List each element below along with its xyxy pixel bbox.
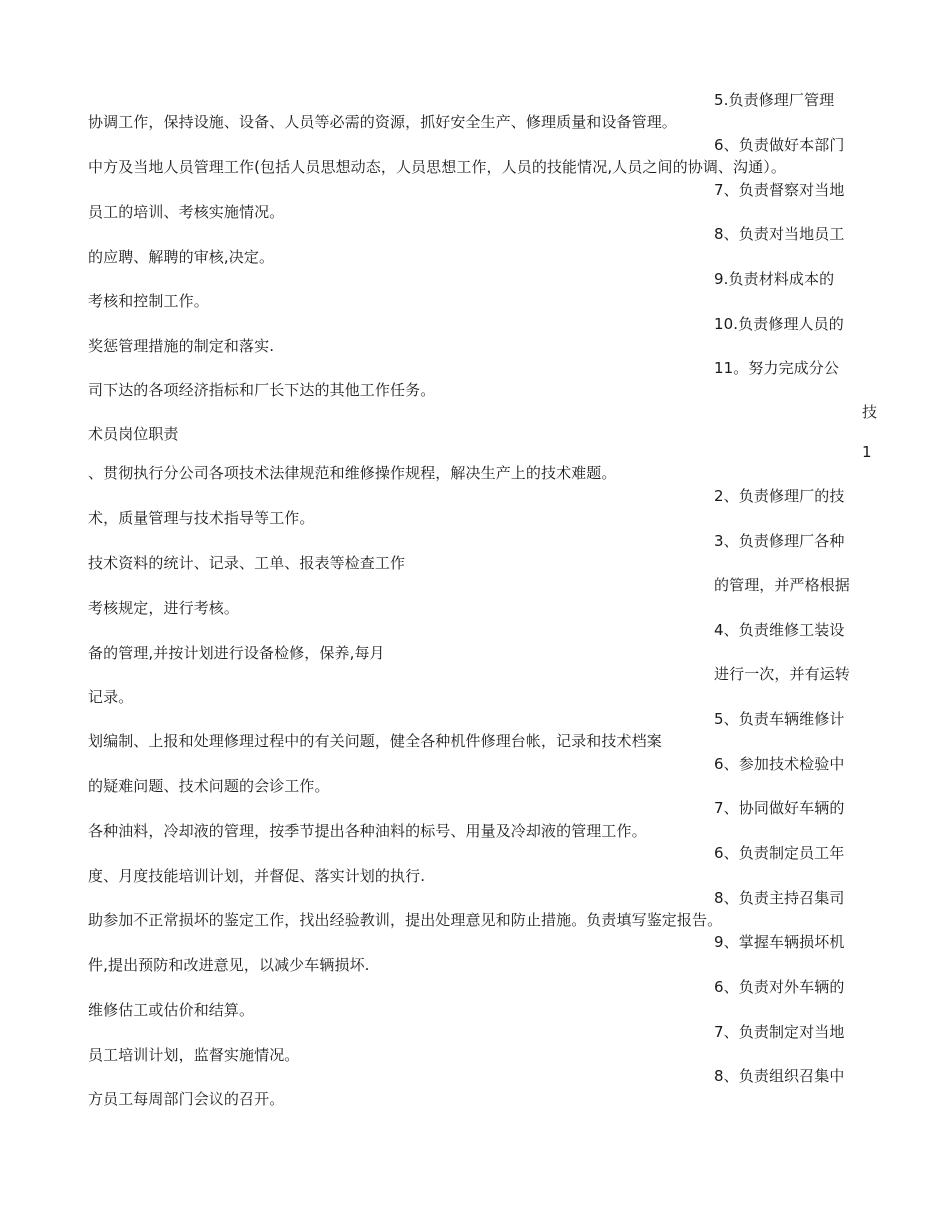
right-line-20: 9、掌握车辆损坏机: [714, 933, 845, 951]
left-line-12: 考核规定，进行考核。: [88, 599, 240, 617]
right-line-17: 7、协同做好车辆的: [714, 799, 845, 817]
left-line-10: 术，质量管理与技术指导等工作。: [88, 509, 315, 527]
left-line-7: 司下达的各项经济指标和厂长下达的其他工作任务。: [88, 381, 436, 399]
right-line-9: 1: [862, 443, 872, 461]
left-line-18: 度、月度技能培训计划，并督促、落实计划的执行.: [88, 867, 426, 885]
right-line-11: 3、负责修理厂各种: [714, 532, 845, 550]
right-line-13: 4、负责维修工装设: [714, 621, 845, 639]
left-line-2: 中方及当地人员管理工作(包括人员思想动态，人员思想工作，人员的技能情况,人员之间的协调、沟通）。: [88, 158, 786, 176]
right-line-8: 技: [862, 403, 878, 421]
right-line-12: 的管理，并严格根据: [714, 576, 850, 594]
right-line-2: 6、负责做好本部门: [714, 136, 845, 154]
right-line-15: 5、负责车辆维修计: [714, 710, 845, 728]
left-line-15: 划编制、上报和处理修理过程中的有关问题，健全各种机件修理台帐，记录和技术档案: [88, 732, 662, 750]
right-line-18: 6、负责制定员工年: [714, 844, 845, 862]
left-line-8: 术员岗位职责: [88, 425, 179, 443]
left-line-17: 各种油料，冷却液的管理，按季节提出各种油料的标号、用量及冷却液的管理工作。: [88, 822, 647, 840]
left-line-14: 记录。: [88, 688, 134, 706]
right-line-21: 6、负责对外车辆的: [714, 978, 845, 996]
right-line-1: 5.负责修理厂管理: [714, 91, 835, 109]
left-line-13: 备的管理,并按计划进行设备检修，保养,每月: [88, 644, 385, 662]
left-line-23: 方员工每周部门会议的召开。: [88, 1090, 285, 1108]
right-line-14: 进行一次，并有运转: [714, 665, 850, 683]
left-line-5: 考核和控制工作。: [88, 292, 209, 310]
left-line-9: 、贯彻执行分公司各项技术法律规范和维修操作规程，解决生产上的技术难题。: [88, 464, 617, 482]
right-line-6: 10.负责修理人员的: [714, 315, 844, 333]
left-line-4: 的应聘、解聘的审核,决定。: [88, 248, 275, 266]
left-line-21: 维修估工或估价和结算。: [88, 1001, 255, 1019]
left-line-3: 员工的培训、考核实施情况。: [88, 203, 285, 221]
right-line-23: 8、负责组织召集中: [714, 1067, 845, 1085]
left-line-16: 的疑难问题、技术问题的会诊工作。: [88, 777, 330, 795]
right-line-7: 11。努力完成分公: [714, 359, 839, 377]
right-line-4: 8、负责对当地员工: [714, 225, 845, 243]
left-line-11: 技术资料的统计、记录、工单、报表等检查工作: [88, 554, 406, 572]
left-line-6: 奖惩管理措施的制定和落实.: [88, 337, 275, 355]
left-line-22: 员工培训计划，监督实施情况。: [88, 1046, 300, 1064]
left-line-1: 协调工作，保持设施、设备、人员等必需的资源，抓好安全生产、修理质量和设备管理。: [88, 113, 677, 131]
right-line-19: 8、负责主持召集司: [714, 889, 845, 907]
left-line-20: 件,提出预防和改进意见，以减少车辆损坏.: [88, 956, 370, 974]
right-line-3: 7、负责督察对当地: [714, 181, 845, 199]
right-line-22: 7、负责制定对当地: [714, 1023, 845, 1041]
right-line-5: 9.负责材料成本的: [714, 270, 835, 288]
left-line-19: 助参加不正常损坏的鉴定工作，找出经验教训，提出处理意见和防止措施。负责填写鉴定报告。: [88, 911, 723, 929]
right-line-10: 2、负责修理厂的技: [714, 487, 845, 505]
right-line-16: 6、参加技术检验中: [714, 755, 845, 773]
